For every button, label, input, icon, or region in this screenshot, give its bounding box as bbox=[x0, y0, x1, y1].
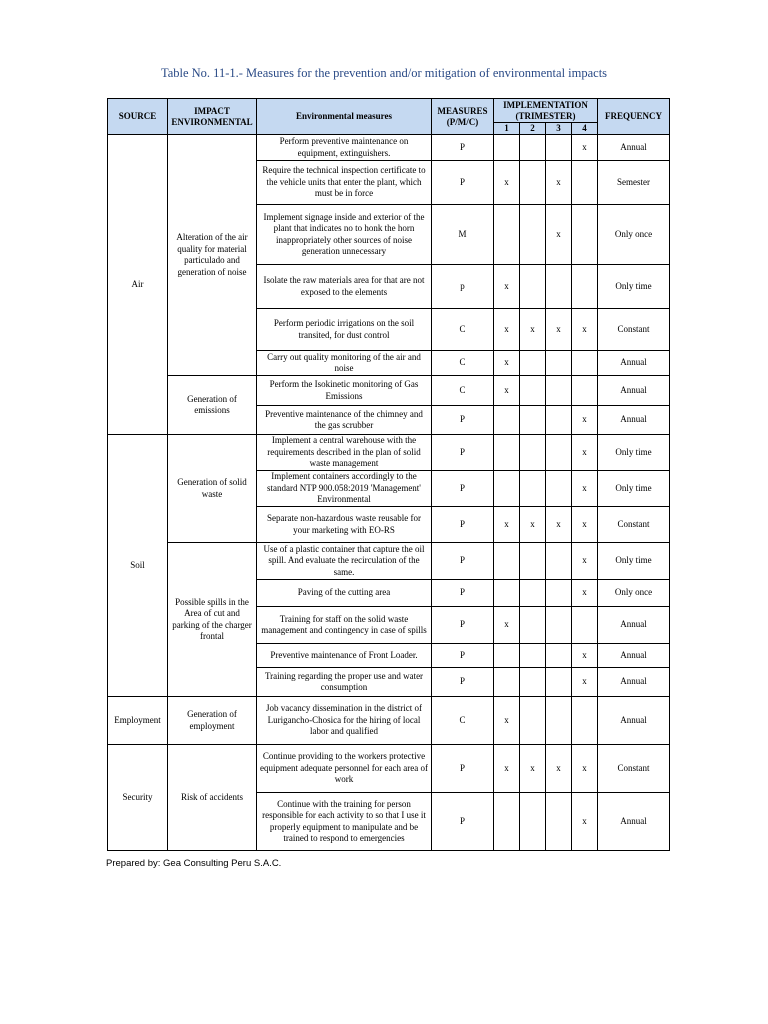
quarter-cell: x bbox=[494, 697, 520, 745]
quarter-cell: x bbox=[520, 507, 546, 543]
impact-cell: Generation of solid waste bbox=[168, 435, 257, 543]
header-quarter-1: 1 bbox=[494, 123, 520, 135]
source-cell: Air bbox=[108, 135, 168, 435]
frequency-cell: Annual bbox=[598, 351, 670, 376]
quarter-cell bbox=[520, 580, 546, 607]
quarter-cell bbox=[572, 376, 598, 406]
quarter-cell: x bbox=[572, 644, 598, 668]
frequency-cell: Constant bbox=[598, 309, 670, 351]
measure-cell: Preventive maintenance of the chimney and the gas scrubber bbox=[257, 406, 432, 435]
frequency-cell: Annual bbox=[598, 697, 670, 745]
quarter-cell: x bbox=[572, 406, 598, 435]
frequency-cell: Annual bbox=[598, 135, 670, 161]
frequency-cell: Annual bbox=[598, 793, 670, 851]
quarter-cell: x bbox=[572, 543, 598, 580]
header-quarter-3: 3 bbox=[546, 123, 572, 135]
quarter-cell bbox=[520, 435, 546, 471]
quarter-cell bbox=[546, 435, 572, 471]
quarter-cell bbox=[520, 265, 546, 309]
quarter-cell: x bbox=[572, 580, 598, 607]
frequency-cell: Constant bbox=[598, 745, 670, 793]
impact-cell: Generation of emissions bbox=[168, 376, 257, 435]
quarter-cell: x bbox=[546, 309, 572, 351]
quarter-cell bbox=[494, 471, 520, 507]
measures-table-container bbox=[107, 98, 670, 851]
quarter-cell bbox=[520, 406, 546, 435]
quarter-cell bbox=[546, 376, 572, 406]
quarter-cell bbox=[520, 607, 546, 644]
measure-cell: Perform preventive maintenance on equipment, extinguishers. bbox=[257, 135, 432, 161]
measure-cell: Continue providing to the workers protective equipment adequate personnel for each area of work bbox=[257, 745, 432, 793]
frequency-cell: Only time bbox=[598, 471, 670, 507]
quarter-cell bbox=[546, 793, 572, 851]
quarter-cell bbox=[546, 351, 572, 376]
frequency-cell: Annual bbox=[598, 406, 670, 435]
quarter-cell: x bbox=[520, 745, 546, 793]
header-implementation: IMPLEMENTATION (TRIMESTER) bbox=[494, 99, 598, 123]
quarter-cell: x bbox=[494, 507, 520, 543]
impact-cell: Generation of employment bbox=[168, 697, 257, 745]
header-impact: IMPACT ENVIRONMENTAL bbox=[168, 99, 257, 135]
header-measures: Environmental measures bbox=[257, 99, 432, 135]
frequency-cell: Annual bbox=[598, 668, 670, 697]
impact-cell: Risk of accidents bbox=[168, 745, 257, 851]
quarter-cell bbox=[546, 543, 572, 580]
frequency-cell: Only time bbox=[598, 543, 670, 580]
header-source: SOURCE bbox=[108, 99, 168, 135]
measure-cell: Implement a central warehouse with the requirements described in the plan of solid waste management bbox=[257, 435, 432, 471]
table-row bbox=[108, 697, 670, 745]
measure-type-cell: C bbox=[432, 697, 494, 745]
measure-type-cell: C bbox=[432, 309, 494, 351]
measure-cell: Carry out quality monitoring of the air and noise bbox=[257, 351, 432, 376]
quarter-cell bbox=[494, 435, 520, 471]
quarter-cell: x bbox=[572, 435, 598, 471]
table-row bbox=[108, 376, 670, 406]
quarter-cell: x bbox=[494, 376, 520, 406]
quarter-cell bbox=[494, 644, 520, 668]
table-row bbox=[108, 745, 670, 793]
quarter-cell bbox=[520, 793, 546, 851]
measure-type-cell: P bbox=[432, 406, 494, 435]
quarter-cell bbox=[520, 161, 546, 205]
quarter-cell: x bbox=[546, 161, 572, 205]
quarter-cell bbox=[494, 135, 520, 161]
quarter-cell bbox=[546, 644, 572, 668]
quarter-cell: x bbox=[494, 607, 520, 644]
measure-cell: Perform the Isokinetic monitoring of Gas Emissions bbox=[257, 376, 432, 406]
measure-type-cell: P bbox=[432, 471, 494, 507]
quarter-cell bbox=[494, 543, 520, 580]
quarter-cell bbox=[494, 406, 520, 435]
quarter-cell bbox=[546, 471, 572, 507]
measures-table bbox=[107, 98, 670, 851]
measure-cell: Require the technical inspection certificate to the vehicle units that enter the plant, which must be in force bbox=[257, 161, 432, 205]
quarter-cell bbox=[494, 205, 520, 265]
measure-cell: Implement signage inside and exterior of the plant that indicates no to honk the horn inappropriately other sources of noise generation unnecessary bbox=[257, 205, 432, 265]
quarter-cell bbox=[546, 135, 572, 161]
table-row bbox=[108, 543, 670, 580]
measure-cell: Implement containers accordingly to the standard NTP 900.058:2019 'Management' Environmental bbox=[257, 471, 432, 507]
measure-cell: Use of a plastic container that capture the oil spill. And evaluate the recirculation of the same. bbox=[257, 543, 432, 580]
frequency-cell: Only once bbox=[598, 205, 670, 265]
measure-cell: Separate non-hazardous waste reusable for your marketing with EO-RS bbox=[257, 507, 432, 543]
quarter-cell bbox=[520, 471, 546, 507]
quarter-cell bbox=[494, 580, 520, 607]
quarter-cell bbox=[520, 205, 546, 265]
frequency-cell: Only time bbox=[598, 265, 670, 309]
quarter-cell: x bbox=[494, 161, 520, 205]
measure-cell: Perform periodic irrigations on the soil transited, for dust control bbox=[257, 309, 432, 351]
frequency-cell: Only once bbox=[598, 580, 670, 607]
quarter-cell: x bbox=[572, 135, 598, 161]
frequency-cell: Constant bbox=[598, 507, 670, 543]
quarter-cell bbox=[572, 161, 598, 205]
quarter-cell bbox=[546, 265, 572, 309]
table-body bbox=[108, 135, 670, 851]
quarter-cell bbox=[546, 607, 572, 644]
measure-type-cell: P bbox=[432, 161, 494, 205]
quarter-cell bbox=[520, 644, 546, 668]
measure-cell: Training for staff on the solid waste management and contingency in case of spills bbox=[257, 607, 432, 644]
measure-type-cell: C bbox=[432, 351, 494, 376]
source-cell: Security bbox=[108, 745, 168, 851]
quarter-cell: x bbox=[494, 309, 520, 351]
quarter-cell: x bbox=[572, 668, 598, 697]
frequency-cell: Annual bbox=[598, 607, 670, 644]
header-measure-type: MEASURES (P/M/C) bbox=[432, 99, 494, 135]
frequency-cell: Semester bbox=[598, 161, 670, 205]
measure-type-cell: P bbox=[432, 607, 494, 644]
measure-type-cell: P bbox=[432, 507, 494, 543]
measure-cell: Paving of the cutting area bbox=[257, 580, 432, 607]
measure-type-cell: P bbox=[432, 668, 494, 697]
quarter-cell bbox=[572, 205, 598, 265]
quarter-cell bbox=[520, 697, 546, 745]
quarter-cell: x bbox=[546, 745, 572, 793]
impact-cell: Possible spills in the Area of cut and parking of the charger frontal bbox=[168, 543, 257, 697]
quarter-cell bbox=[572, 265, 598, 309]
measure-cell: Continue with the training for person responsible for each activity to so that I use it properly equipment to manipulate and be trained to respond to emergencies bbox=[257, 793, 432, 851]
measure-type-cell: P bbox=[432, 580, 494, 607]
quarter-cell: x bbox=[572, 745, 598, 793]
source-cell: Soil bbox=[108, 435, 168, 697]
quarter-cell bbox=[494, 793, 520, 851]
measure-type-cell: P bbox=[432, 644, 494, 668]
quarter-cell bbox=[572, 351, 598, 376]
quarter-cell: x bbox=[572, 793, 598, 851]
quarter-cell bbox=[546, 697, 572, 745]
measure-type-cell: P bbox=[432, 543, 494, 580]
measure-type-cell: M bbox=[432, 205, 494, 265]
quarter-cell: x bbox=[494, 265, 520, 309]
measure-cell: Job vacancy dissemination in the district of Lurigancho-Chosica for the hiring of local labor and qualified bbox=[257, 697, 432, 745]
quarter-cell bbox=[520, 376, 546, 406]
measure-type-cell: P bbox=[432, 135, 494, 161]
frequency-cell: Annual bbox=[598, 644, 670, 668]
table-title: Table No. 11-1.- Measures for the prevention and/or mitigation of environmental impacts bbox=[160, 66, 608, 80]
quarter-cell: x bbox=[572, 507, 598, 543]
measure-cell: Isolate the raw materials area for that are not exposed to the elements bbox=[257, 265, 432, 309]
quarter-cell bbox=[520, 543, 546, 580]
quarter-cell bbox=[546, 406, 572, 435]
frequency-cell: Annual bbox=[598, 376, 670, 406]
quarter-cell: x bbox=[572, 309, 598, 351]
measure-type-cell: P bbox=[432, 435, 494, 471]
header-quarter-4: 4 bbox=[572, 123, 598, 135]
quarter-cell bbox=[546, 668, 572, 697]
source-cell: Employment bbox=[108, 697, 168, 745]
table-row bbox=[108, 135, 670, 161]
header-quarter-2: 2 bbox=[520, 123, 546, 135]
quarter-cell: x bbox=[546, 205, 572, 265]
quarter-cell: x bbox=[546, 507, 572, 543]
quarter-cell bbox=[494, 668, 520, 697]
measure-cell: Preventive maintenance of Front Loader. bbox=[257, 644, 432, 668]
quarter-cell: x bbox=[494, 745, 520, 793]
measure-type-cell: C bbox=[432, 376, 494, 406]
measure-type-cell: P bbox=[432, 745, 494, 793]
measure-cell: Training regarding the proper use and water consumption bbox=[257, 668, 432, 697]
quarter-cell bbox=[520, 135, 546, 161]
header-frequency: FREQUENCY bbox=[598, 99, 670, 135]
quarter-cell: x bbox=[520, 309, 546, 351]
quarter-cell: x bbox=[494, 351, 520, 376]
measure-type-cell: p bbox=[432, 265, 494, 309]
quarter-cell bbox=[572, 607, 598, 644]
table-row bbox=[108, 435, 670, 471]
impact-cell: Alteration of the air quality for material particulado and generation of noise bbox=[168, 135, 257, 376]
quarter-cell bbox=[546, 580, 572, 607]
quarter-cell bbox=[520, 351, 546, 376]
measure-type-cell: P bbox=[432, 793, 494, 851]
quarter-cell bbox=[572, 697, 598, 745]
quarter-cell: x bbox=[572, 471, 598, 507]
quarter-cell bbox=[520, 668, 546, 697]
frequency-cell: Only time bbox=[598, 435, 670, 471]
prepared-by-note: Prepared by: Gea Consulting Peru S.A.C. bbox=[106, 858, 282, 869]
